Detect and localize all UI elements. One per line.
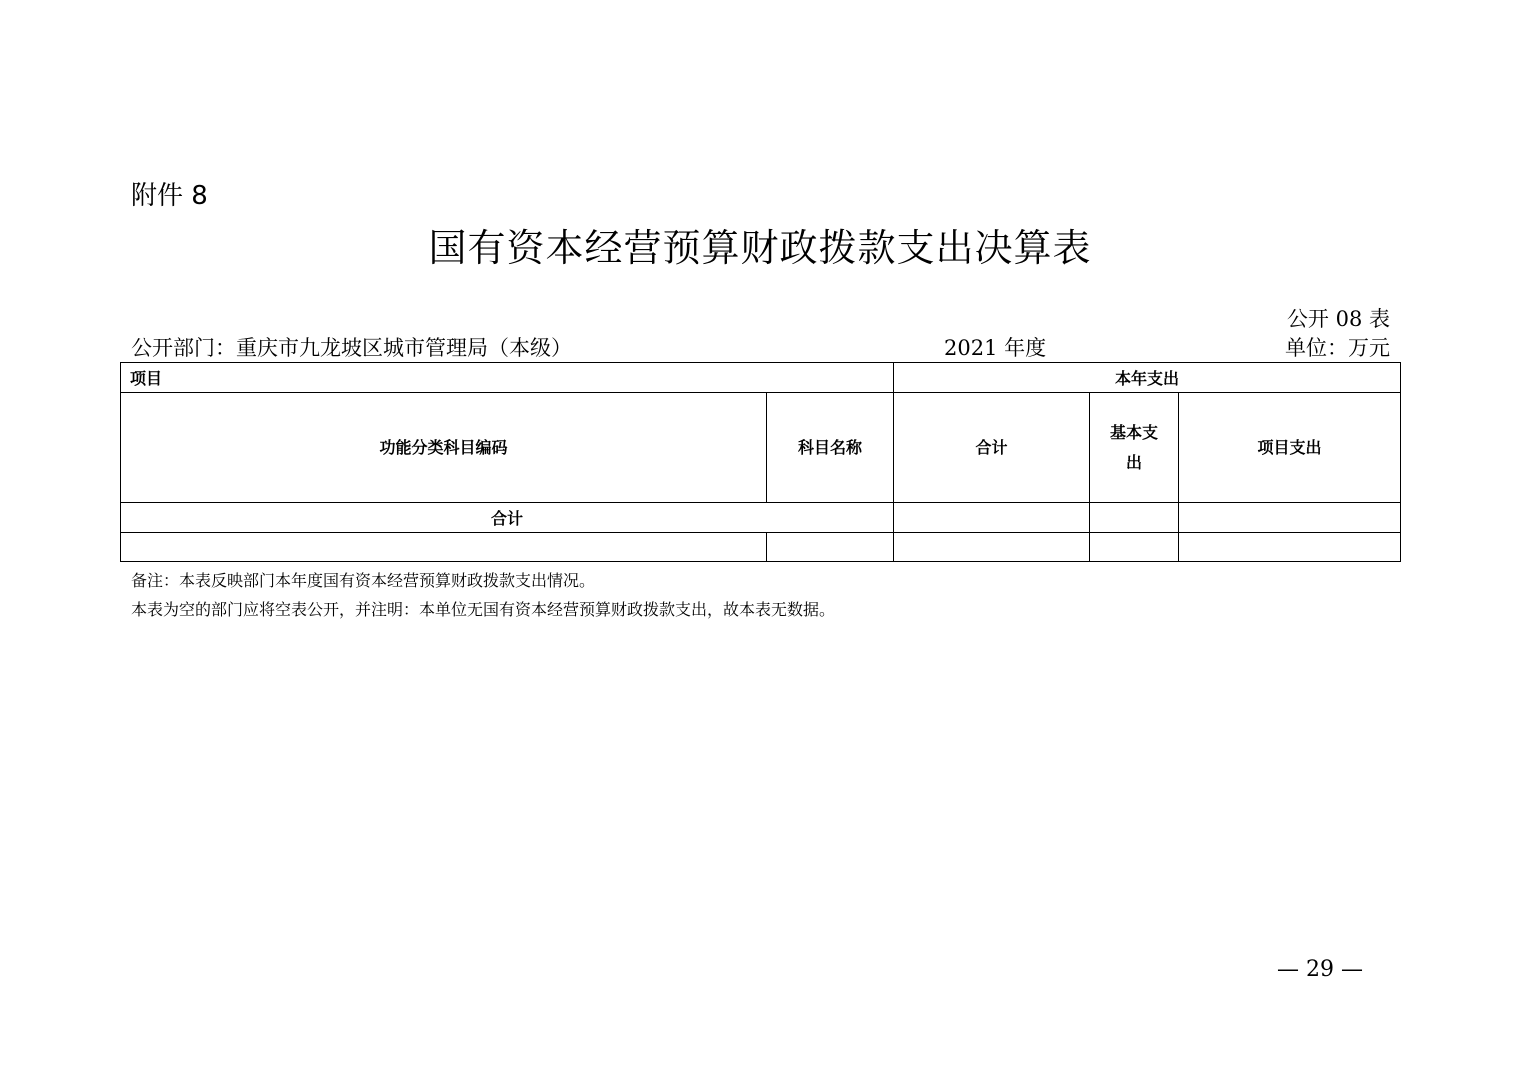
table-subheader-row (121, 393, 1401, 503)
row-code (121, 533, 767, 562)
total-row-project (1179, 503, 1401, 533)
department-label: 公开部门：重庆市九龙坡区城市管理局（本级） (131, 336, 572, 360)
note-line: 备注：本表反映部门本年度国有资本经营预算财政拨款支出情况。 (131, 571, 596, 590)
column-name: 科目名称 (767, 393, 894, 503)
meta-row (131, 334, 1390, 362)
total-row-total (894, 503, 1090, 533)
column-code: 功能分类科目编码 (121, 393, 767, 503)
row-name (767, 533, 894, 562)
row-project (1179, 533, 1401, 562)
header-item: 项目 (121, 363, 894, 393)
table-total-row (121, 503, 1401, 533)
header-current-year: 本年支出 (894, 363, 1401, 393)
page-number: — 29 — (1277, 957, 1363, 982)
row-total (894, 533, 1090, 562)
total-row-label: 合计 (121, 503, 894, 533)
column-project: 项目支出 (1179, 393, 1401, 503)
table-header-row (121, 363, 1401, 393)
row-basic (1090, 533, 1179, 562)
notes (131, 566, 835, 624)
note-line: 本表为空的部门应将空表公开，并注明：本单位无国有资本经营预算财政拨款支出，故本表无数据。 (131, 600, 836, 619)
page-title: 国有资本经营预算财政拨款支出决算表 (428, 226, 1092, 270)
total-row-basic (1090, 503, 1179, 533)
unit-label: 单位：万元 (1285, 336, 1390, 360)
table-number: 公开 08 表 (1286, 307, 1390, 331)
column-total: 合计 (894, 393, 1090, 503)
table-row (121, 533, 1401, 562)
year-label: 2021 年度 (944, 336, 1047, 360)
attachment-label: 附件 8 (131, 181, 208, 211)
budget-table (120, 362, 1401, 562)
column-basic: 基本支出 (1090, 393, 1179, 503)
